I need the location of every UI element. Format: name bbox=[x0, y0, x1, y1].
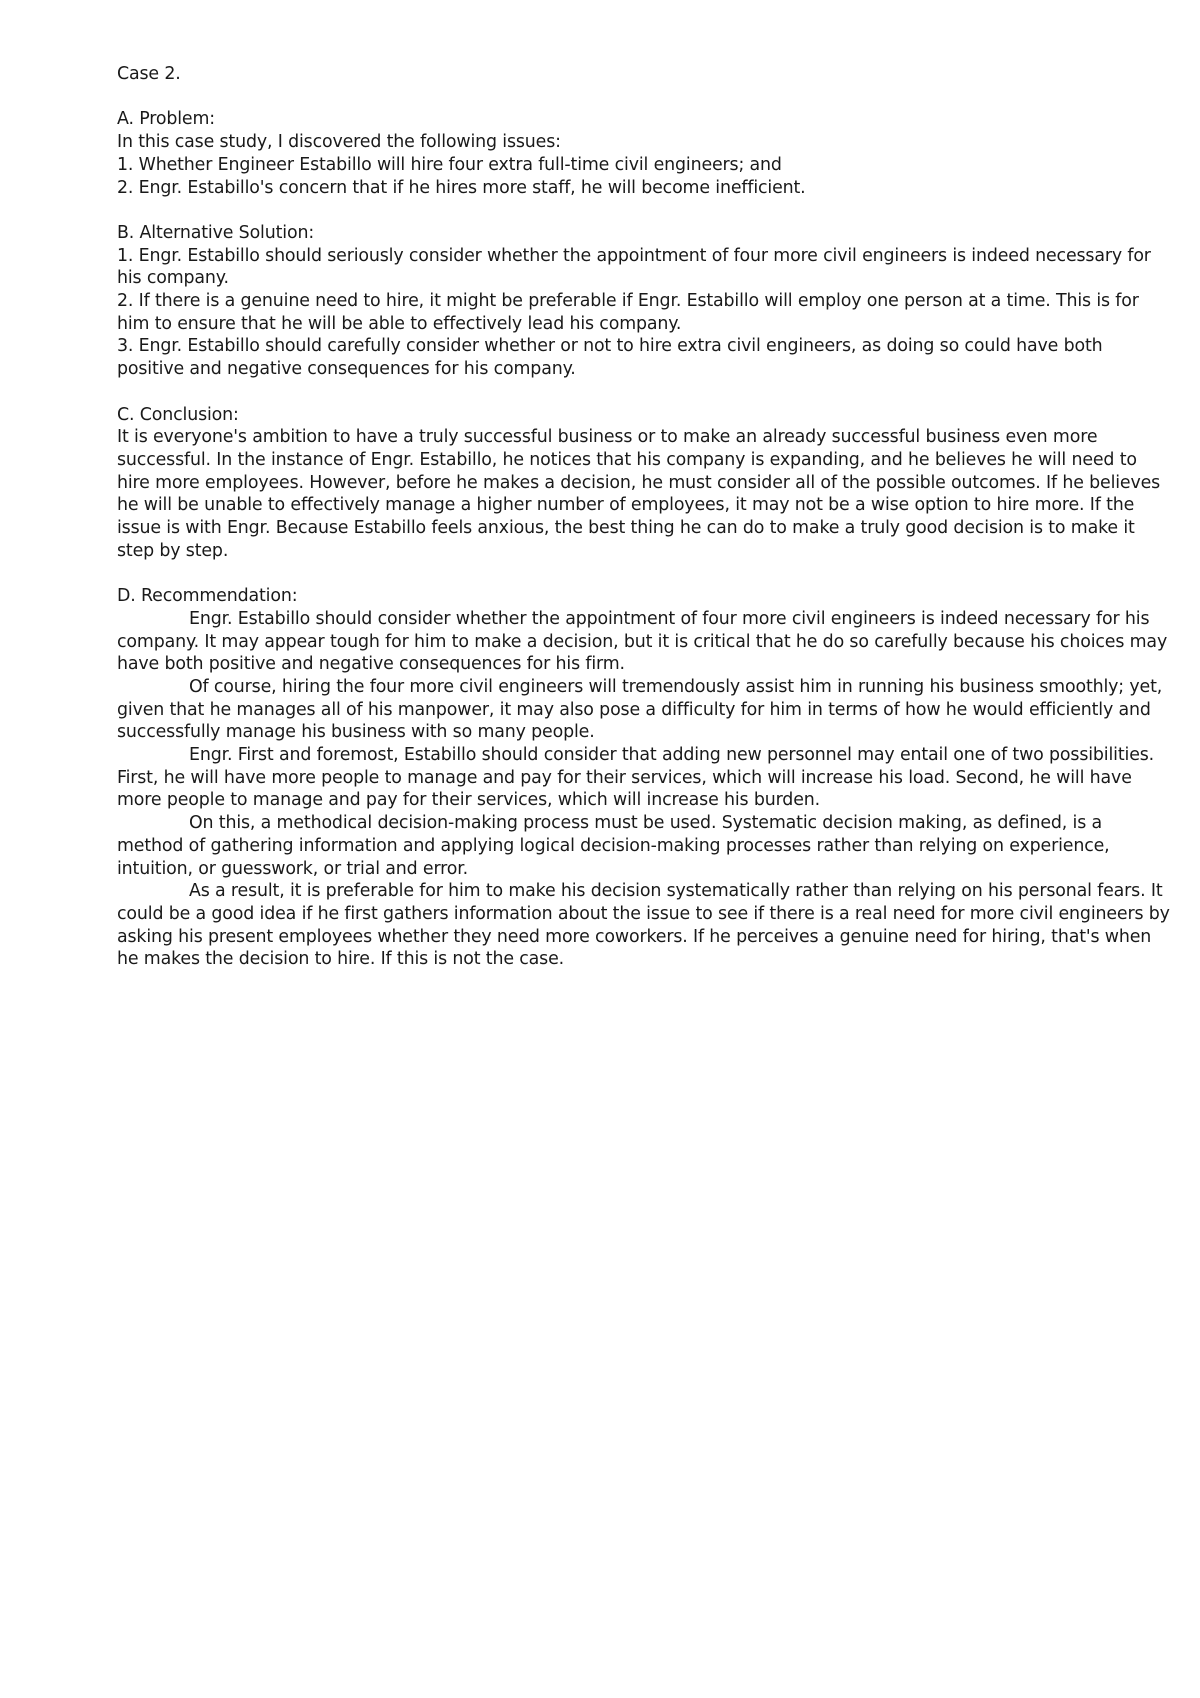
spacer bbox=[117, 381, 1172, 404]
problem-item: 2. Engr. Estabillo's concern that if he hires more staff, he will become inefficient. bbox=[117, 177, 806, 198]
alternative-item: 3. Engr. Estabillo should carefully consider whether or not to hire extra civil engineers, as doing so could have both positive and negative consequences for his company. bbox=[117, 336, 1103, 380]
problem-intro: In this case study, I discovered the following issues: bbox=[117, 132, 561, 153]
recommendation-paragraph: Engr. First and foremost, Estabillo should consider that adding new personnel may entail one of two possibilities. First, he will have more people to manage and pay for their services, which will increase his load. Second, he will have more people to manage and pay for their services, which will increase his burden. bbox=[117, 745, 1155, 811]
spacer bbox=[117, 199, 1172, 222]
spacer bbox=[117, 562, 1172, 585]
recommendation-paragraph: On this, a methodical decision-making process must be used. Systematic decision making, as defined, is a method of gathering information and applying logical decision-making processes rather than relying on experience, intuition, or guesswork, or trial and error. bbox=[117, 813, 1110, 879]
problem-item: 1. Whether Engineer Estabillo will hire four extra full-time civil engineers; and bbox=[117, 154, 782, 175]
conclusion-heading: C. Conclusion: bbox=[117, 404, 239, 425]
alternative-heading: B. Alternative Solution: bbox=[117, 222, 315, 243]
recommendation-paragraph: Of course, hiring the four more civil engineers will tremendously assist him in running his business smoothly; yet, given that he manages all of his manpower, it may also pose a difficulty for him in terms of how he would efficiently and successfully manage his business with so many people. bbox=[117, 676, 1163, 743]
document-page bbox=[117, 63, 1172, 971]
case-title: Case 2. bbox=[117, 64, 181, 84]
problem-heading: A. Problem: bbox=[117, 109, 215, 130]
conclusion-text: It is everyone's ambition to have a truly successful business or to make an already successful business even more successful. In the instance of Engr. Estabillo, he notices that his company is expanding, and he believes he will need to hire more employees. However, before he makes a decision, he must consider all of the possible outcomes. If he believes he will be unable to effectively manage a higher number of employees, it may not be a wise option to hire more. If the issue is with Engr. Because Estabillo feels anxious, the best thing he can do to make a truly good decision is to make it step by step. bbox=[117, 427, 1161, 561]
spacer bbox=[117, 86, 1172, 109]
alternative-item: 1. Engr. Estabillo should seriously consider whether the appointment of four more civil engineers is indeed necessary for his company. bbox=[117, 245, 1151, 289]
recommendation-paragraph: As a result, it is preferable for him to make his decision systematically rather than relying on his personal fears. It could be a good idea if he first gathers information about the issue to see if there is a real need for more civil engineers by asking his present employees whether they need more coworkers. If he perceives a genuine need for hiring, that's when he makes the decision to hire. If this is not the case. bbox=[117, 881, 1170, 970]
recommendation-heading: D. Recommendation: bbox=[117, 586, 298, 607]
recommendation-paragraph: Engr. Estabillo should consider whether the appointment of four more civil engineers is indeed necessary for his company. It may appear tough for him to make a decision, but it is critical that he do so carefully because his choices may have both positive and negative consequences for his firm. bbox=[117, 608, 1168, 675]
alternative-item: 2. If there is a genuine need to hire, it might be preferable if Engr. Estabillo will employ one person at a time. This is for him to ensure that he will be able to effectively lead his company. bbox=[117, 291, 1139, 334]
